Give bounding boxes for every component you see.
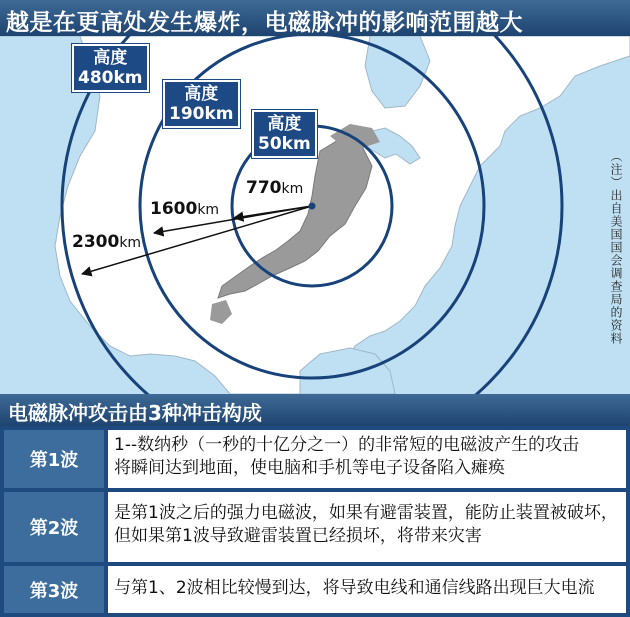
wave-label: 第1波 [4, 430, 104, 488]
wave-line: 1--数纳秒（一秒的十亿分之一）的非常短的电磁波产生的攻击 [114, 435, 580, 455]
distance-1600: 1600km [150, 199, 220, 219]
wave-line: 与第1、2波相比较慢到达，将导致电线和通信线路出现巨大电流 [114, 578, 595, 598]
wave-label: 第2波 [4, 492, 104, 562]
source-note: （注）出自美国国会调查局的资料 [609, 150, 623, 345]
wave-label: 第3波 [4, 566, 104, 613]
wave-description [108, 430, 626, 488]
title-banner [0, 0, 630, 36]
altitude-box-50 [252, 110, 317, 158]
distance-770: 770km [246, 178, 304, 198]
wave-description [108, 492, 626, 562]
wave-row-2 [4, 492, 626, 562]
blast-point [309, 203, 316, 210]
wave-line: 但如果第1波导致避雷装置已经损坏，将带来灾害 [114, 526, 482, 546]
wave-line: 将瞬间达到地面，使电脑和手机等电子设备陷入瘫痪 [114, 458, 505, 478]
altitude-box-480 [72, 44, 149, 92]
altitude-label: 高度 [184, 84, 219, 104]
section-title: 电磁脉冲攻击由3种冲击构成 [8, 401, 262, 425]
wave-table [0, 426, 630, 617]
section-banner [0, 394, 630, 426]
wave-row-3 [4, 566, 626, 613]
altitude-label: 高度 [93, 48, 128, 68]
altitude-value: 190km [169, 104, 234, 124]
map-area [0, 36, 630, 394]
altitude-label: 高度 [267, 114, 302, 134]
wave-line: 是第1波之后的强力电磁波，如果有避雷装置，能防止装置被破坏， [114, 503, 618, 523]
altitude-value: 50km [258, 134, 311, 154]
distance-2300: 2300km [72, 232, 142, 252]
wave-description [108, 566, 626, 613]
page-title: 越是在更高处发生爆炸，电磁脉冲的影响范围越大 [6, 10, 523, 36]
altitude-value: 480km [78, 68, 143, 88]
wave-row-1 [4, 430, 626, 488]
altitude-box-190 [163, 80, 240, 128]
